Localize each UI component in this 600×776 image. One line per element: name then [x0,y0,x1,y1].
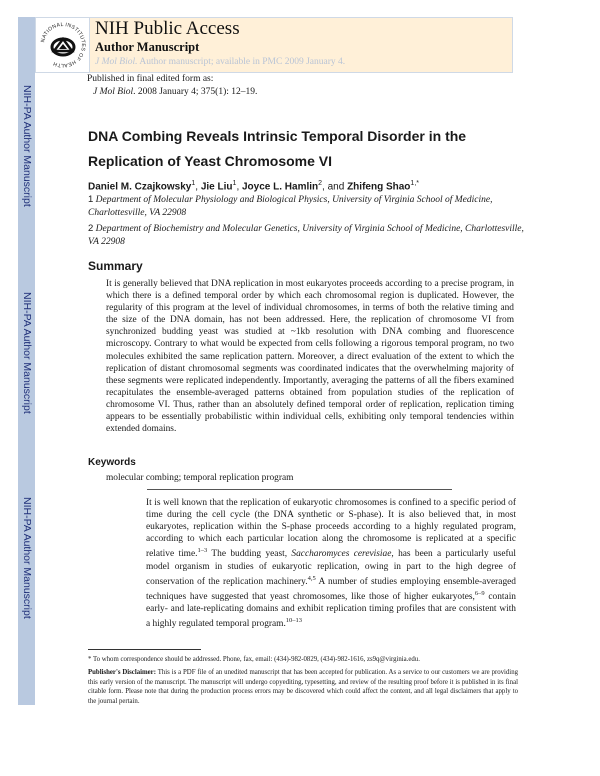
publisher-disclaimer [88,668,518,706]
author-sep: , [195,181,201,193]
author-name: Daniel M. Czajkowsky [88,181,192,193]
author-name: Joyce L. Hamlin [242,181,319,193]
intro-text: It is well known that the replication of eukaryotic chromosomes is confined to a specific period of time during the cell cycle (the DNA synthetic or S-phase). It is also believed that, in most eukaryotes, replication within the S-phase proceeds according to a highly regulated program, according to which each particular location along the chromosome is replicated at a specific relative time. [146,498,516,560]
keywords-heading: Keywords [88,457,136,468]
side-label-1: NIH-PA Author Manuscript [21,85,33,207]
intro-text: A number of studies employing ensemble-averaged techniques have suggested that yeast chromosomes, like those of higher eukaryotes, [146,576,516,603]
intro-text: The budding yeast, [207,549,292,560]
author-sep: , and [322,181,348,193]
author-sep: , [236,181,242,193]
correspondence-footnote: * To whom correspondence should be addressed. Phone, fax, email: (434)-982-0829, (434)-982-1616, zs9q@virginia.edu. [88,656,420,663]
footnote-divider [88,649,201,650]
author-affil-ref: 2 [318,180,323,187]
header-title: NIH Public Access [95,18,240,39]
reference-link[interactable]: 1–3 [197,547,208,555]
side-label-3: NIH-PA Author Manuscript [21,497,33,619]
intro-paragraph [146,497,516,630]
reference-link[interactable]: 6–9 [474,589,485,597]
author-list [88,180,419,192]
divider [147,489,452,490]
keywords-text: molecular combing; temporal replication program [106,473,294,483]
availability-text: Author manuscript; available in PMC 2009 January 4. [137,57,346,67]
author-affil-ref: 1 [191,180,196,187]
summary-heading: Summary [88,259,143,273]
header-subtitle: Author Manuscript [95,40,200,54]
intro-text: contain early- and late-replicating domains and exhibit replication timing profiles that are consistent with a highly regulated temporal program. [146,592,516,630]
author-name: Jie Liu [200,181,233,193]
svg-text:NATIONAL INSTITUTES OF HEALTH: NATIONAL INSTITUTES OF HEALTH [40,21,87,69]
summary-text: It is generally believed that DNA replication in most eukaryotes proceeds according to a precise program, in which there is a defined temporal order by which each chromosomal region is duplicated. However, the regularity of this program at the level of individual chromosomes, in terms of both the relative timing and the size of the DNA domain, has not been addressed. Here, the replication of chromosome VI from synchronized budding yeast was studied at ~1kb resolution with DNA combing and fluorescence microscopy. Contrary to what would be expected from cells following a rigorous temporal program, no two molecules exhibited the same replication pattern. Moreover, a direct evaluation of the extent to which the replication of distant chromosomal segments was coordinated indicates that the overwhelming majority of these segments were replicated independently. Importantly, averaging the patterns of all the fibers examined recapitulates the ensemble-averaged patterns obtained from population studies of the replication of chromosome VI. Thus, rather than an absolutely defined temporal order of replication, replication timing appears to be essentially probabilistic within individual cells, exhibiting only temporal tendencies within extended domains. [106,279,514,435]
intro-text: , has been a particularly useful model organism in studies of eukaryotic replication, owing in part to the high degree of conservation of the replication machinery. [146,549,516,587]
author-affil-ref: 1,* [410,180,419,187]
author-affil-ref: 1 [232,180,237,187]
journal-abbrev: J Mol Biol. [95,57,138,67]
side-label-2: NIH-PA Author Manuscript [21,292,33,414]
availability-line [95,57,345,67]
affiliation-text: Department of Molecular Physiology and Biological Physics, University of Virginia School of Medicine, Charlottesville, VA 22908 [88,195,493,218]
nih-logo [36,18,90,72]
disclaimer-label: Publisher's Disclaimer: [88,669,156,676]
nih-seal-icon [38,20,88,70]
affiliation-number: 1 [88,194,94,205]
reference-link[interactable]: 4,5 [307,574,316,582]
citation-details: . 2008 January 4; 375(1): 12–19. [133,87,258,97]
published-label: Published in final edited form as: [87,74,214,84]
article-title: DNA Combing Reveals Intrinsic Temporal Disorder in the Replication of Yeast Chromosome VI [88,128,467,169]
affiliation-2 [88,222,528,249]
affiliation-number: 2 [88,223,94,234]
affiliation-text: Department of Biochemistry and Molecular Genetics, University of Virginia School of Medicine, Charlottesville, VA 22908 [88,224,524,247]
citation-journal: J Mol Biol [93,87,134,97]
reference-link[interactable]: 10–13 [285,617,303,625]
species-name: Saccharomyces cerevisiae [291,549,392,560]
disclaimer-text: This is a PDF file of an unedited manuscript that has been accepted for publication. As a service to our customers we are providing this early version of the manuscript. The manuscript will undergo copyediting, typesetting, and review of the resulting proof before it is published in its final citable form. Please note that during the production process errors may be discovered which could affect the content, and all legal disclaimers that apply to the journal pertain. [88,669,518,705]
author-name: Zhifeng Shao [347,181,411,193]
affiliation-1 [88,193,528,220]
citation [93,87,257,97]
nih-header [35,17,513,73]
